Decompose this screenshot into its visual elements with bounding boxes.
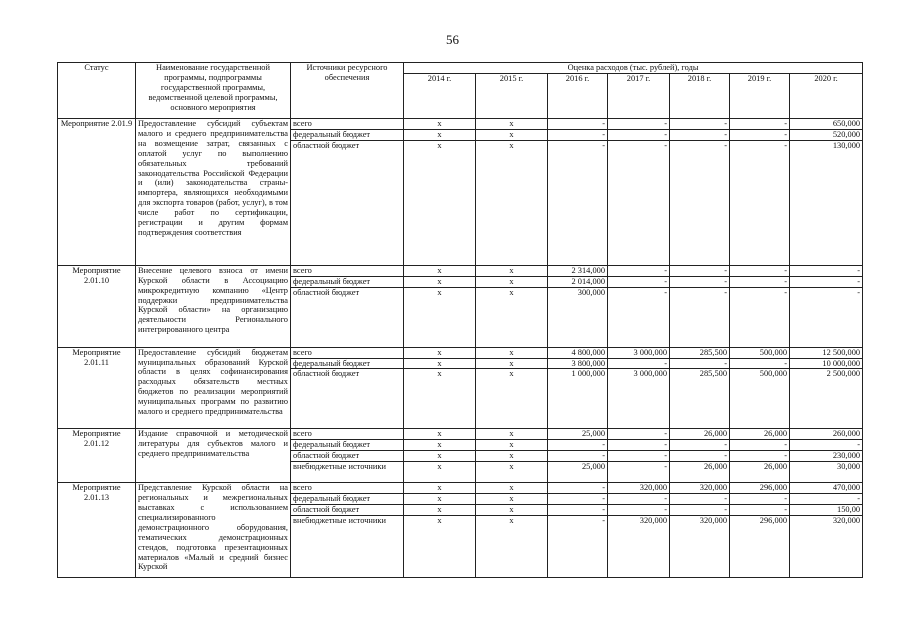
cost-cell: 320,000 (670, 483, 730, 494)
cost-cell: - (608, 494, 670, 505)
funding-source: федеральный бюджет (291, 129, 404, 140)
event-name: Внесение целевого взноса от имени Курской области в Ассоциацию микрокредитную компанию «Центр поддержки предпринимательства Курской области» на организацию деятельности Регионального интегрированного центра (136, 265, 291, 347)
header-costs: Оценка расходов (тыс. рублей), годы (404, 63, 863, 74)
funding-source: областной бюджет (291, 369, 404, 429)
cost-cell: 26,000 (730, 429, 790, 440)
funding-source: всего (291, 483, 404, 494)
funding-source: всего (291, 119, 404, 130)
funding-source: федеральный бюджет (291, 358, 404, 369)
cost-cell: 500,000 (730, 347, 790, 358)
cost-cell: 1 000,000 (548, 369, 608, 429)
cost-cell: - (790, 287, 863, 347)
cost-cell: x (476, 494, 548, 505)
cost-cell: - (730, 451, 790, 462)
cost-cell: - (548, 483, 608, 494)
budget-table (57, 62, 863, 578)
cost-cell: - (730, 129, 790, 140)
cost-cell: x (476, 483, 548, 494)
event-status: Мероприятие 2.01.9 (58, 119, 136, 266)
cost-cell: x (404, 276, 476, 287)
cost-cell: - (730, 265, 790, 276)
funding-source: внебюджетные источники (291, 462, 404, 483)
cost-cell: - (790, 276, 863, 287)
header-year: 2016 г. (548, 74, 608, 119)
cost-cell: 26,000 (670, 462, 730, 483)
cost-cell: x (476, 462, 548, 483)
header-year: 2020 г. (790, 74, 863, 119)
cost-cell: - (670, 119, 730, 130)
cost-cell: - (608, 129, 670, 140)
cost-cell: 2 314,000 (548, 265, 608, 276)
cost-cell: x (404, 494, 476, 505)
cost-cell: 3 800,000 (548, 358, 608, 369)
funding-source: областной бюджет (291, 287, 404, 347)
cost-cell: 25,000 (548, 429, 608, 440)
cost-cell: 150,00 (790, 504, 863, 515)
cost-cell: - (608, 462, 670, 483)
cost-cell: - (608, 440, 670, 451)
cost-cell: - (670, 494, 730, 505)
cost-cell: - (730, 504, 790, 515)
cost-cell: - (608, 429, 670, 440)
cost-cell: 130,000 (790, 140, 863, 265)
cost-cell: 26,000 (670, 429, 730, 440)
cost-cell: - (730, 276, 790, 287)
table-row (58, 265, 863, 276)
table-body (58, 119, 863, 578)
cost-cell: 470,000 (790, 483, 863, 494)
cost-cell: x (404, 504, 476, 515)
cost-cell: - (670, 129, 730, 140)
cost-cell: 230,000 (790, 451, 863, 462)
funding-source: федеральный бюджет (291, 494, 404, 505)
cost-cell: 320,000 (790, 515, 863, 577)
cost-cell: - (730, 358, 790, 369)
cost-cell: 30,000 (790, 462, 863, 483)
cost-cell: - (608, 287, 670, 347)
cost-cell: x (476, 515, 548, 577)
cost-cell: 320,000 (608, 515, 670, 577)
cost-cell: 520,000 (790, 129, 863, 140)
cost-cell: 320,000 (670, 515, 730, 577)
cost-cell: 25,000 (548, 462, 608, 483)
cost-cell: 650,000 (790, 119, 863, 130)
cost-cell: x (404, 515, 476, 577)
cost-cell: 3 000,000 (608, 369, 670, 429)
cost-cell: - (670, 358, 730, 369)
event-name: Представление Курской области на региональных и межрегиональных выставках с использованием специализированного демонстрационного оборудования, тематических демонстрационных стендов, подготовка презентационных материалов «Малый и средний бизнес Курской (136, 483, 291, 578)
cost-cell: x (404, 462, 476, 483)
table-row (58, 119, 863, 130)
cost-cell: x (404, 265, 476, 276)
cost-cell: - (790, 265, 863, 276)
cost-cell: - (548, 515, 608, 577)
cost-cell: x (476, 287, 548, 347)
funding-source: всего (291, 347, 404, 358)
cost-cell: - (670, 451, 730, 462)
event-name: Предоставление субсидий бюджетам муниципальных образований Курской области в целях софинансирования расходных обязательств местных бюджетов по реализации мероприятий муниципальных программ по развитию малого и среднего предпринимательства (136, 347, 291, 429)
cost-cell: - (670, 265, 730, 276)
cost-cell: 4 800,000 (548, 347, 608, 358)
cost-cell: x (476, 276, 548, 287)
table-row (58, 347, 863, 358)
cost-cell: 26,000 (730, 462, 790, 483)
header-year: 2018 г. (670, 74, 730, 119)
cost-cell: - (730, 140, 790, 265)
cost-cell: 2 500,000 (790, 369, 863, 429)
cost-cell: - (790, 440, 863, 451)
event-status: Мероприятие 2.01.11 (58, 347, 136, 429)
cost-cell: - (608, 140, 670, 265)
cost-cell: 285,500 (670, 347, 730, 358)
cost-cell: - (730, 494, 790, 505)
cost-cell: - (790, 494, 863, 505)
cost-cell: x (404, 129, 476, 140)
funding-source: федеральный бюджет (291, 276, 404, 287)
cost-cell: - (730, 287, 790, 347)
cost-cell: x (404, 483, 476, 494)
cost-cell: 12 500,000 (790, 347, 863, 358)
cost-cell: 300,000 (548, 287, 608, 347)
table-row (58, 429, 863, 440)
cost-cell: x (476, 140, 548, 265)
cost-cell: x (476, 358, 548, 369)
cost-cell: - (608, 358, 670, 369)
cost-cell: - (608, 504, 670, 515)
funding-source: всего (291, 265, 404, 276)
cost-cell: x (404, 451, 476, 462)
cost-cell: - (548, 119, 608, 130)
event-status: Мероприятие 2.01.10 (58, 265, 136, 347)
cost-cell: x (404, 440, 476, 451)
event-status: Мероприятие 2.01.12 (58, 429, 136, 483)
cost-cell: - (670, 140, 730, 265)
cost-cell: 3 000,000 (608, 347, 670, 358)
cost-cell: x (476, 504, 548, 515)
cost-cell: - (670, 440, 730, 451)
header-year: 2015 г. (476, 74, 548, 119)
funding-source: всего (291, 429, 404, 440)
funding-source: внебюджетные источники (291, 515, 404, 577)
table-row (58, 483, 863, 494)
cost-cell: x (476, 440, 548, 451)
cost-cell: 500,000 (730, 369, 790, 429)
cost-cell: x (476, 119, 548, 130)
cost-cell: 296,000 (730, 515, 790, 577)
cost-cell: - (670, 276, 730, 287)
cost-cell: x (404, 287, 476, 347)
cost-cell: - (548, 129, 608, 140)
cost-cell: x (476, 265, 548, 276)
cost-cell: x (404, 429, 476, 440)
funding-source: областной бюджет (291, 451, 404, 462)
header-name: Наименование государственной программы, подпрограммы государственной программы, ведомственной целевой программы, основного мероприятия (136, 63, 291, 119)
event-name: Издание справочной и методической литературы для субъектов малого и среднего предпринимательства (136, 429, 291, 483)
cost-cell: 285,500 (670, 369, 730, 429)
cost-cell: x (404, 140, 476, 265)
cost-cell: - (730, 119, 790, 130)
cost-cell: - (608, 276, 670, 287)
cost-cell: x (476, 451, 548, 462)
cost-cell: - (548, 494, 608, 505)
cost-cell: x (476, 129, 548, 140)
cost-cell: - (608, 451, 670, 462)
funding-source: федеральный бюджет (291, 440, 404, 451)
cost-cell: x (476, 369, 548, 429)
cost-cell: - (548, 440, 608, 451)
event-status: Мероприятие 2.01.13 (58, 483, 136, 578)
header-year: 2017 г. (608, 74, 670, 119)
cost-cell: - (548, 504, 608, 515)
cost-cell: 10 000,000 (790, 358, 863, 369)
header-year: 2014 г. (404, 74, 476, 119)
cost-cell: x (404, 119, 476, 130)
cost-cell: x (404, 347, 476, 358)
cost-cell: - (548, 140, 608, 265)
funding-source: областной бюджет (291, 140, 404, 265)
cost-cell: - (548, 451, 608, 462)
cost-cell: - (608, 265, 670, 276)
cost-cell: - (730, 440, 790, 451)
cost-cell: 296,000 (730, 483, 790, 494)
funding-source: областной бюджет (291, 504, 404, 515)
header-sources: Источники ресурсного обеспечения (291, 63, 404, 119)
cost-cell: 320,000 (608, 483, 670, 494)
event-name: Предоставление субсидий субъектам малого и среднего предпринимательства на возмещение затрат, связанных с оплатой услуг по выполнению обязательных требований законодательства Российской Федерации и (или) законодательства страны-импортера, являющихся необходимыми для экспорта товаров (работ, услуг), в том числе работ по сертификации, регистрации и другим формам подтверждения соответствия (136, 119, 291, 266)
cost-cell: 260,000 (790, 429, 863, 440)
cost-cell: 2 014,000 (548, 276, 608, 287)
cost-cell: - (608, 119, 670, 130)
header-status: Статус (58, 63, 136, 119)
cost-cell: - (670, 504, 730, 515)
page-number: 56 (446, 32, 459, 47)
header-year: 2019 г. (730, 74, 790, 119)
cost-cell: x (404, 358, 476, 369)
cost-cell: x (476, 347, 548, 358)
cost-cell: x (404, 369, 476, 429)
cost-cell: x (476, 429, 548, 440)
cost-cell: - (670, 287, 730, 347)
